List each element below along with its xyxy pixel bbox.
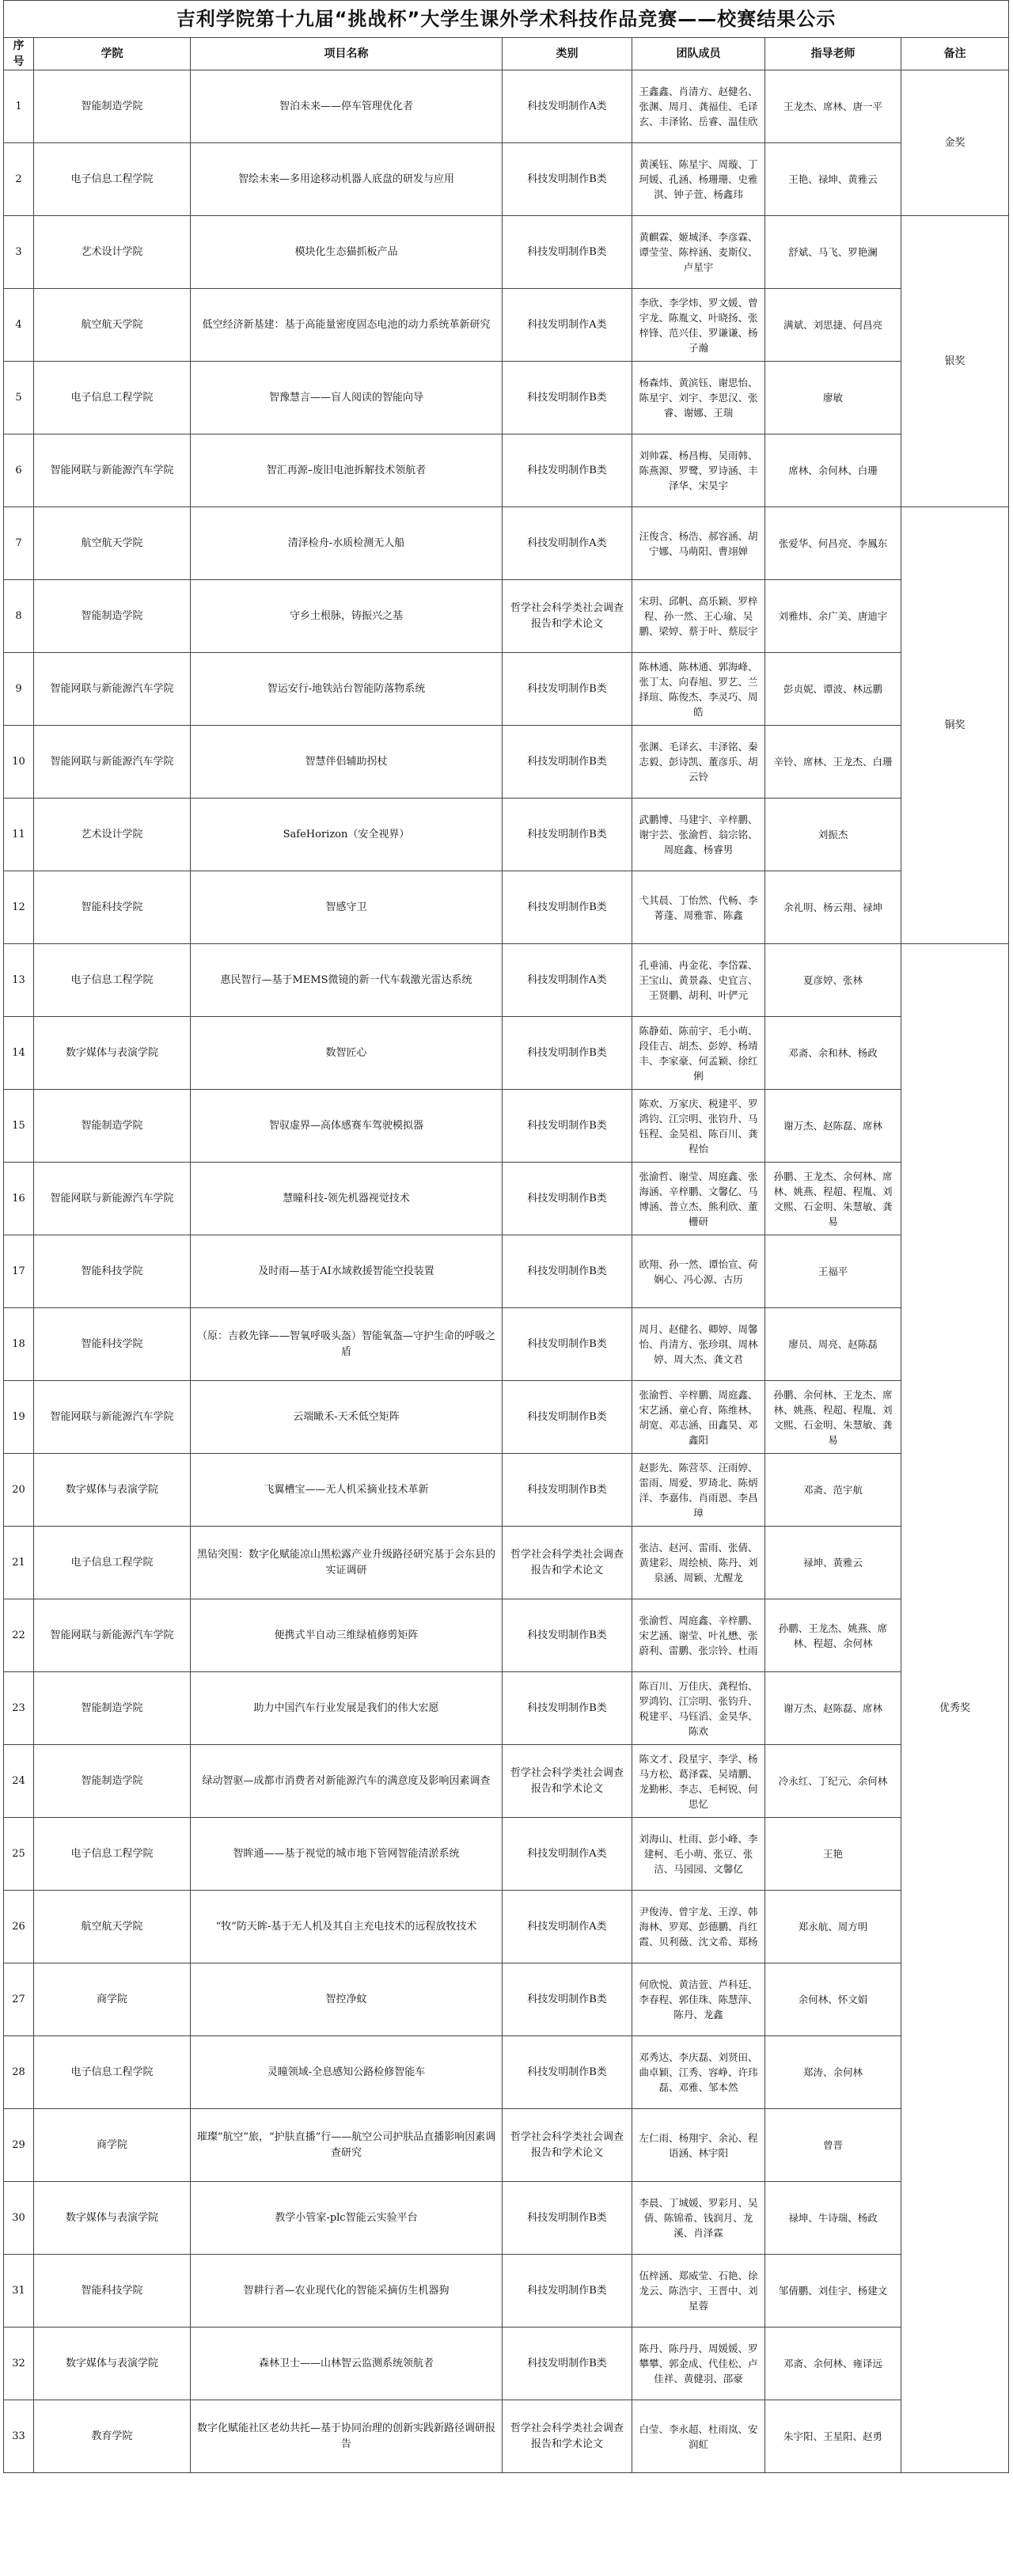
- cell-advisors: 谢万杰、赵陈磊、席林: [765, 1672, 901, 1745]
- cell-college: 智能网联与新能源汽车学院: [34, 1599, 191, 1672]
- cell-category: 科技发明制作A类: [503, 70, 632, 143]
- table-row: [4, 216, 1009, 289]
- table-row: [4, 434, 1009, 507]
- cell-category: 科技发明制作B类: [503, 1381, 632, 1454]
- cell-no: 5: [4, 362, 34, 434]
- cell-college: 智能制造学院: [34, 1745, 191, 1818]
- cell-college: 电子信息工程学院: [34, 2036, 191, 2109]
- cell-project: 飞翼槽宝——无人机采摘业技术革新: [191, 1454, 503, 1527]
- cell-advisors: 王福平: [765, 1235, 901, 1308]
- cell-advisors: 郑永航、周方明: [765, 1891, 901, 1963]
- cell-no: 28: [4, 2036, 34, 2109]
- cell-category: 科技发明制作B类: [503, 2328, 632, 2400]
- cell-project: 智眸通——基于视觉的城市地下管网智能清淤系统: [191, 1818, 503, 1891]
- cell-project: SafeHorizon（安全视界）: [191, 799, 503, 871]
- cell-no: 3: [4, 216, 34, 289]
- cell-members: 王鑫鑫、肖清方、赵健名、张渊、周月、龚福佳、毛译玄、丰泽铭、岳睿、温佳欣: [632, 70, 765, 143]
- cell-category: 科技发明制作B类: [503, 1235, 632, 1308]
- cell-no: 23: [4, 1672, 34, 1745]
- cell-project: 教学小管家-plc智能云实验平台: [191, 2182, 503, 2255]
- cell-advisors: 廖员、周亮、赵陈磊: [765, 1308, 901, 1381]
- header-row: [4, 38, 1009, 70]
- table-row: [4, 1163, 1009, 1235]
- cell-members: 伍梓涵、郑威莹、石艳、徐龙云、陈浩宇、王晋中、刘星蓉: [632, 2255, 765, 2328]
- cell-college: 智能网联与新能源汽车学院: [34, 726, 191, 799]
- table-row: [4, 871, 1009, 944]
- cell-college: 电子信息工程学院: [34, 944, 191, 1017]
- table-row: [4, 653, 1009, 726]
- cell-members: 刘海山、杜雨、彭小峰、李建柯、毛小萌、张豆、张洁、马园园、文馨亿: [632, 1818, 765, 1891]
- cell-members: 刘帅霖、杨昌梅、吴雨韩、陈燕源、罗鹭、罗诗涵、丰泽华、宋昊宇: [632, 434, 765, 507]
- cell-college: 电子信息工程学院: [34, 1818, 191, 1891]
- cell-members: 白莹、李永超、杜雨岚、安润虹: [632, 2400, 765, 2473]
- cell-category: 科技发明制作B类: [503, 362, 632, 434]
- cell-no: 30: [4, 2182, 34, 2255]
- header-project: 项目名称: [191, 38, 503, 70]
- cell-advisors: 孙鹏、王龙杰、余何林、席林、姚燕、程超、程胤、刘文熙、石金明、朱慧敏、龚易: [765, 1163, 901, 1235]
- cell-no: 13: [4, 944, 34, 1017]
- cell-members: 何欣悦、黄洁萱、芦科廷、李春程、郭佳珠、陈慧萍、陈丹、龙鑫: [632, 1963, 765, 2036]
- cell-members: 陈丹、陈丹丹、周媛媛、罗攀攀、郭金成、代佳松、卢佳祥、黄健羽、邵豪: [632, 2328, 765, 2400]
- cell-no: 4: [4, 289, 34, 362]
- cell-advisors: 邓斋、余何林、雍译远: [765, 2328, 901, 2400]
- cell-project: 及时雨—基于AI水域救援智能空投装置: [191, 1235, 503, 1308]
- award-level: 优秀奖: [901, 944, 1009, 2473]
- cell-project: 助力中国汽车行业发展是我们的伟大宏愿: [191, 1672, 503, 1745]
- cell-category: 哲学社会科学类社会调查报告和学术论文: [503, 580, 632, 653]
- cell-project: 守乡土根脉，铸振兴之基: [191, 580, 503, 653]
- header-advisors: 指导老师: [765, 38, 901, 70]
- cell-advisors: 刘雅炜、余广美、唐迪宇: [765, 580, 901, 653]
- cell-no: 12: [4, 871, 34, 944]
- cell-college: 智能制造学院: [34, 70, 191, 143]
- cell-advisors: 张爱华、何昌亮、李鳳东: [765, 507, 901, 580]
- cell-advisors: 邹倩鹏、刘佳宇、杨建文: [765, 2255, 901, 2328]
- cell-advisors: 辛铃、席林、王龙杰、白珊: [765, 726, 901, 799]
- cell-project: 低空经济新基建：基于高能量密度固态电池的动力系统革新研究: [191, 289, 503, 362]
- table-row: [4, 2400, 1009, 2473]
- cell-members: 尹俊涛、曾宇龙、王淳、韩海林、罗郑、彭德鹏、肖红霞、贝利薇、沈文希、郑杨: [632, 1891, 765, 1963]
- table-row: [4, 362, 1009, 434]
- cell-advisors: 彭贞妮、谭波、林远鹏: [765, 653, 901, 726]
- cell-project: 黑钻突围：数字化赋能凉山黑松露产业升级路径研究基于会东县的实证调研: [191, 1527, 503, 1599]
- cell-advisors: 刘振杰: [765, 799, 901, 871]
- table-row: [4, 2109, 1009, 2182]
- table-row: [4, 1454, 1009, 1527]
- cell-advisors: 冷永红、丁纪元、余何林: [765, 1745, 901, 1818]
- header-category: 类别: [503, 38, 632, 70]
- cell-category: 科技发明制作B类: [503, 2255, 632, 2328]
- cell-members: 欧翔、孙一然、谭怡宣、荷娴心、冯心源、古历: [632, 1235, 765, 1308]
- table-row: [4, 1017, 1009, 1090]
- cell-no: 14: [4, 1017, 34, 1090]
- cell-advisors: 王艳、禄坤、黄雅云: [765, 143, 901, 216]
- cell-project: 璀璨“航空”旅，“护肤直播”行——航空公司护肤品直播影响因素调查研究: [191, 2109, 503, 2182]
- cell-project: 智泊未来——停车管理优化者: [191, 70, 503, 143]
- cell-no: 19: [4, 1381, 34, 1454]
- cell-advisors: 夏彦婷、张林: [765, 944, 901, 1017]
- cell-advisors: 谢万杰、赵陈磊、席林: [765, 1090, 901, 1163]
- cell-members: 陈静茹、陈前宇、毛小萌、段佳吉、胡杰、彭婷、杨靖丰、李家豪、何孟颖、徐红俐: [632, 1017, 765, 1090]
- table-row: [4, 726, 1009, 799]
- cell-advisors: 孙鹏、余何林、王龙杰、席林、姚燕、程超、程胤、刘文熙、石金明、朱慧敏、龚易: [765, 1381, 901, 1454]
- cell-members: 孔垂浦、冉金花、李岱霖、王宝山、黄景淼、史宜言、王贤鹏、胡利、叶俨元: [632, 944, 765, 1017]
- cell-college: 智能制造学院: [34, 580, 191, 653]
- table-row: [4, 70, 1009, 143]
- cell-advisors: 禄坤、黄雅云: [765, 1527, 901, 1599]
- cell-project: “牧”防天眸-基于无人机及其自主充电技术的远程放牧技术: [191, 1891, 503, 1963]
- cell-no: 26: [4, 1891, 34, 1963]
- cell-members: 周月、赵健名、卿婷、周馨怡、肖清方、张珍琪、周林婷、周大杰、龚文君: [632, 1308, 765, 1381]
- table-row: [4, 1672, 1009, 1745]
- cell-advisors: 余礼明、杨云翔、禄坤: [765, 871, 901, 944]
- cell-college: 教育学院: [34, 2400, 191, 2473]
- cell-project: 清泽检舟-水质检测无人船: [191, 507, 503, 580]
- cell-category: 科技发明制作A类: [503, 289, 632, 362]
- cell-no: 11: [4, 799, 34, 871]
- cell-no: 10: [4, 726, 34, 799]
- cell-project: 森林卫士——山林智云监测系统领航者: [191, 2328, 503, 2400]
- cell-category: 科技发明制作B类: [503, 1163, 632, 1235]
- cell-project: 智慧伴侣辅助拐杖: [191, 726, 503, 799]
- cell-members: 弋其晨、丁怡然、代畅、李菁蓬、周雅霏、陈鑫: [632, 871, 765, 944]
- cell-college: 智能网联与新能源汽车学院: [34, 653, 191, 726]
- cell-no: 32: [4, 2328, 34, 2400]
- cell-project: 惠民智行—基于MEMS微镜的新一代车载激光雷达系统: [191, 944, 503, 1017]
- table-row: [4, 1381, 1009, 1454]
- cell-college: 智能网联与新能源汽车学院: [34, 434, 191, 507]
- table-row: [4, 580, 1009, 653]
- cell-college: 智能制造学院: [34, 1672, 191, 1745]
- cell-category: 科技发明制作B类: [503, 143, 632, 216]
- cell-project: 智感守卫: [191, 871, 503, 944]
- cell-advisors: 廖敏: [765, 362, 901, 434]
- cell-no: 27: [4, 1963, 34, 2036]
- cell-advisors: 王艳: [765, 1818, 901, 1891]
- cell-advisors: 邓斋、范宇航: [765, 1454, 901, 1527]
- cell-members: 李晨、丁城媛、罗彩月、吴倩、陈锦希、钱润月、龙溪、肖泽霖: [632, 2182, 765, 2255]
- cell-members: 杨森炜、黄滨钰、谢思怡、陈星宇、刘宇、李思汉、张睿、谢娜、王瑞: [632, 362, 765, 434]
- cell-category: 科技发明制作B类: [503, 726, 632, 799]
- cell-no: 29: [4, 2109, 34, 2182]
- cell-college: 电子信息工程学院: [34, 1527, 191, 1599]
- cell-category: 科技发明制作B类: [503, 799, 632, 871]
- cell-category: 科技发明制作B类: [503, 871, 632, 944]
- table-row: [4, 1090, 1009, 1163]
- cell-project: 慧瞳科技-领先机器视觉技术: [191, 1163, 503, 1235]
- cell-project: 灵瞳领域-全息感知公路检修智能车: [191, 2036, 503, 2109]
- award-level: 银奖: [901, 216, 1009, 507]
- cell-college: 数字媒体与表演学院: [34, 2328, 191, 2400]
- cell-category: 科技发明制作B类: [503, 1599, 632, 1672]
- cell-advisors: 孙鹏、王龙杰、姚燕、席林、程超、余何林: [765, 1599, 901, 1672]
- cell-college: 航空航天学院: [34, 289, 191, 362]
- cell-college: 数字媒体与表演学院: [34, 1017, 191, 1090]
- cell-category: 哲学社会科学类社会调查报告和学术论文: [503, 2400, 632, 2473]
- cell-no: 31: [4, 2255, 34, 2328]
- results-table: [3, 0, 1009, 2473]
- cell-no: 8: [4, 580, 34, 653]
- cell-members: 陈百川、万佳庆、龚程怡、罗鸿钧、江宗明、张钧升、税建平、马钰滔、金昊华、陈欢: [632, 1672, 765, 1745]
- cell-members: 张渝哲、周庭鑫、辛梓鹏、宋艺涵、谢莹、叶礼懋、张蔚利、雷鹏、张宗铃、杜雨: [632, 1599, 765, 1672]
- cell-college: 艺术设计学院: [34, 216, 191, 289]
- table-row: [4, 2255, 1009, 2328]
- cell-project: 智运安行-地铁站台智能防落物系统: [191, 653, 503, 726]
- cell-project: 智驭虚界—高体感赛车驾驶模拟器: [191, 1090, 503, 1163]
- cell-project: 智控净蚊: [191, 1963, 503, 2036]
- cell-category: 科技发明制作A类: [503, 507, 632, 580]
- cell-college: 智能制造学院: [34, 1090, 191, 1163]
- cell-project: 智汇再源–废旧电池拆解技术领航者: [191, 434, 503, 507]
- header-members: 团队成员: [632, 38, 765, 70]
- cell-category: 科技发明制作B类: [503, 1963, 632, 2036]
- cell-no: 33: [4, 2400, 34, 2473]
- cell-advisors: 舒斌、马飞、罗艳澜: [765, 216, 901, 289]
- cell-advisors: 禄坤、牛诗瑞、杨政: [765, 2182, 901, 2255]
- table-row: [4, 944, 1009, 1017]
- header-remarks: 备注: [901, 38, 1009, 70]
- cell-members: 李欣、李学炜、罗文媛、曾宇龙、陈胤文、叶晓扬、张梓锋、范兴佳、罗谦谦、杨子瀚: [632, 289, 765, 362]
- cell-no: 20: [4, 1454, 34, 1527]
- table-row: [4, 799, 1009, 871]
- results-body: [4, 70, 1009, 2473]
- cell-college: 智能网联与新能源汽车学院: [34, 1381, 191, 1454]
- cell-no: 22: [4, 1599, 34, 1672]
- cell-members: 汪俊含、杨浩、郝容涵、胡宁娜、马萌阳、曹翊婵: [632, 507, 765, 580]
- cell-no: 24: [4, 1745, 34, 1818]
- cell-category: 科技发明制作B类: [503, 1308, 632, 1381]
- cell-members: 张洁、赵河、雷雨、张倩、黄建彩、周绘桢、陈丹、刘泉涵、周颖、尤醒龙: [632, 1527, 765, 1599]
- cell-project: 数字化赋能社区老幼共托—基于协同治理的创新实践新路径调研报告: [191, 2400, 503, 2473]
- page-title: 吉利学院第十九届“挑战杯”大学生课外学术科技作品竞赛——校赛结果公示: [3, 0, 1009, 37]
- cell-members: 陈文才、段星宇、李学、杨马方松、葛泽霖、吴靖鹏、龙勤彬、李志、毛柯锐、何思忆: [632, 1745, 765, 1818]
- cell-category: 科技发明制作A类: [503, 1891, 632, 1963]
- table-row: [4, 1527, 1009, 1599]
- table-row: [4, 1235, 1009, 1308]
- table-row: [4, 143, 1009, 216]
- cell-no: 21: [4, 1527, 34, 1599]
- cell-college: 电子信息工程学院: [34, 143, 191, 216]
- cell-members: 左仁雨、杨翔宇、余沁、程语涵、林宇阳: [632, 2109, 765, 2182]
- cell-advisors: 曾晋: [765, 2109, 901, 2182]
- cell-category: 哲学社会科学类社会调查报告和学术论文: [503, 2109, 632, 2182]
- cell-advisors: 郑涛、余何林: [765, 2036, 901, 2109]
- cell-category: 科技发明制作B类: [503, 1017, 632, 1090]
- cell-category: 科技发明制作B类: [503, 1672, 632, 1745]
- cell-college: 数字媒体与表演学院: [34, 1454, 191, 1527]
- cell-members: 张渝哲、辛梓鹏、周庭鑫、宋艺涵、童心育、陈维林、胡宽、邓志涵、田鑫昊、邓鑫阳: [632, 1381, 765, 1454]
- table-row: [4, 2036, 1009, 2109]
- cell-advisors: 满斌、刘思捷、何昌亮: [765, 289, 901, 362]
- cell-project: 云端瞰禾-天禾低空矩阵: [191, 1381, 503, 1454]
- cell-no: 17: [4, 1235, 34, 1308]
- cell-members: 武鹏博、马建宇、辛梓鹏、谢宇芸、张渝哲、翁宗铭、周庭鑫、杨睿男: [632, 799, 765, 871]
- cell-college: 数字媒体与表演学院: [34, 2182, 191, 2255]
- cell-project: 数智匠心: [191, 1017, 503, 1090]
- cell-members: 黄麒霖、姬城泽、李彦霖、谭莹莹、陈梓涵、麦斯仪、卢星宇: [632, 216, 765, 289]
- cell-category: 哲学社会科学类社会调查报告和学术论文: [503, 1527, 632, 1599]
- cell-project: 模块化生态猫抓板产品: [191, 216, 503, 289]
- cell-category: 科技发明制作B类: [503, 1454, 632, 1527]
- cell-advisors: 余何林、怀文娟: [765, 1963, 901, 2036]
- cell-project: 便携式半自动三维绿植修剪矩阵: [191, 1599, 503, 1672]
- cell-category: 科技发明制作A类: [503, 1818, 632, 1891]
- cell-advisors: 邓斋、余和林、杨政: [765, 1017, 901, 1090]
- cell-no: 1: [4, 70, 34, 143]
- cell-members: 黄溪钰、陈星宇、周璇、丁珂媛、孔涵、杨珊珊、史雅淇、钟子萱、杨鑫玮: [632, 143, 765, 216]
- cell-college: 智能科技学院: [34, 871, 191, 944]
- table-row: [4, 289, 1009, 362]
- cell-college: 智能网联与新能源汽车学院: [34, 1163, 191, 1235]
- cell-members: 张渝哲、谢莹、周庭鑫、张海涵、辛梓鹏、文馨亿、马博涵、普立杰、熊利欣、董栅研: [632, 1163, 765, 1235]
- cell-category: 科技发明制作B类: [503, 653, 632, 726]
- cell-members: 陈欢、万家庆、税建平、罗鸿钧、江宗明、张钧升、马钰程、金昊祖、陈百川、龚程怡: [632, 1090, 765, 1163]
- cell-advisors: 朱宇阳、王星阳、赵勇: [765, 2400, 901, 2473]
- header-no: 序号: [4, 38, 34, 70]
- cell-members: 邓秀达、李庆磊、刘贤田、曲卓颖、江秀、容峥、许玮磊、邓雅、邹本然: [632, 2036, 765, 2109]
- cell-no: 25: [4, 1818, 34, 1891]
- table-row: [4, 1891, 1009, 1963]
- cell-category: 科技发明制作B类: [503, 1090, 632, 1163]
- cell-no: 9: [4, 653, 34, 726]
- table-row: [4, 507, 1009, 580]
- cell-category: 科技发明制作B类: [503, 216, 632, 289]
- cell-project: 智绘未来—多用途移动机器人底盘的研发与应用: [191, 143, 503, 216]
- table-row: [4, 1745, 1009, 1818]
- cell-category: 科技发明制作A类: [503, 944, 632, 1017]
- cell-members: 张渊、毛译玄、丰泽铭、秦志毅、彭诗凯、董彦乐、胡云铃: [632, 726, 765, 799]
- cell-college: 智能科技学院: [34, 1308, 191, 1381]
- cell-college: 商学院: [34, 1963, 191, 2036]
- cell-no: 6: [4, 434, 34, 507]
- cell-category: 哲学社会科学类社会调查报告和学术论文: [503, 1745, 632, 1818]
- cell-project: 智豫慧言——盲人阅读的智能向导: [191, 362, 503, 434]
- cell-college: 艺术设计学院: [34, 799, 191, 871]
- cell-no: 2: [4, 143, 34, 216]
- cell-project: （原：吉救先锋——智氧呼吸头盔）智能氧盔—守护生命的呼吸之盾: [191, 1308, 503, 1381]
- cell-advisors: 王龙杰、席林、唐一平: [765, 70, 901, 143]
- cell-no: 7: [4, 507, 34, 580]
- cell-college: 电子信息工程学院: [34, 362, 191, 434]
- cell-category: 科技发明制作B类: [503, 2036, 632, 2109]
- cell-college: 航空航天学院: [34, 507, 191, 580]
- award-level: 铜奖: [901, 507, 1009, 944]
- cell-no: 18: [4, 1308, 34, 1381]
- header-college: 学院: [34, 38, 191, 70]
- cell-project: 绿动智驱—成都市消费者对新能源汽车的满意度及影响因素调查: [191, 1745, 503, 1818]
- cell-college: 商学院: [34, 2109, 191, 2182]
- cell-no: 16: [4, 1163, 34, 1235]
- cell-members: 宋玥、邱帆、高乐颖、罗梓程、孙一然、王心瑜、吴鹏、梁婷、蔡于叶、蔡辰宇: [632, 580, 765, 653]
- table-row: [4, 2328, 1009, 2400]
- table-row: [4, 1963, 1009, 2036]
- cell-college: 航空航天学院: [34, 1891, 191, 1963]
- cell-advisors: 席林、余何林、白珊: [765, 434, 901, 507]
- cell-project: 智耕行者—农业现代化的智能采摘仿生机器狗: [191, 2255, 503, 2328]
- cell-college: 智能科技学院: [34, 1235, 191, 1308]
- table-row: [4, 2182, 1009, 2255]
- table-row: [4, 1818, 1009, 1891]
- table-row: [4, 1599, 1009, 1672]
- cell-no: 15: [4, 1090, 34, 1163]
- cell-members: 陈林通、陈林通、郭海峰、张丁太、向春旭、罗艺、兰择瑄、陈俊杰、李灵巧、周皓: [632, 653, 765, 726]
- table-row: [4, 1308, 1009, 1381]
- cell-category: 科技发明制作B类: [503, 434, 632, 507]
- award-level: 金奖: [901, 70, 1009, 216]
- cell-college: 智能科技学院: [34, 2255, 191, 2328]
- cell-members: 赵影先、陈营萃、汪雨婷、雷雨、周爱、罗琦北、陈炳洋、李嘉伟、肖雨恩、李昌璋: [632, 1454, 765, 1527]
- cell-category: 科技发明制作B类: [503, 2182, 632, 2255]
